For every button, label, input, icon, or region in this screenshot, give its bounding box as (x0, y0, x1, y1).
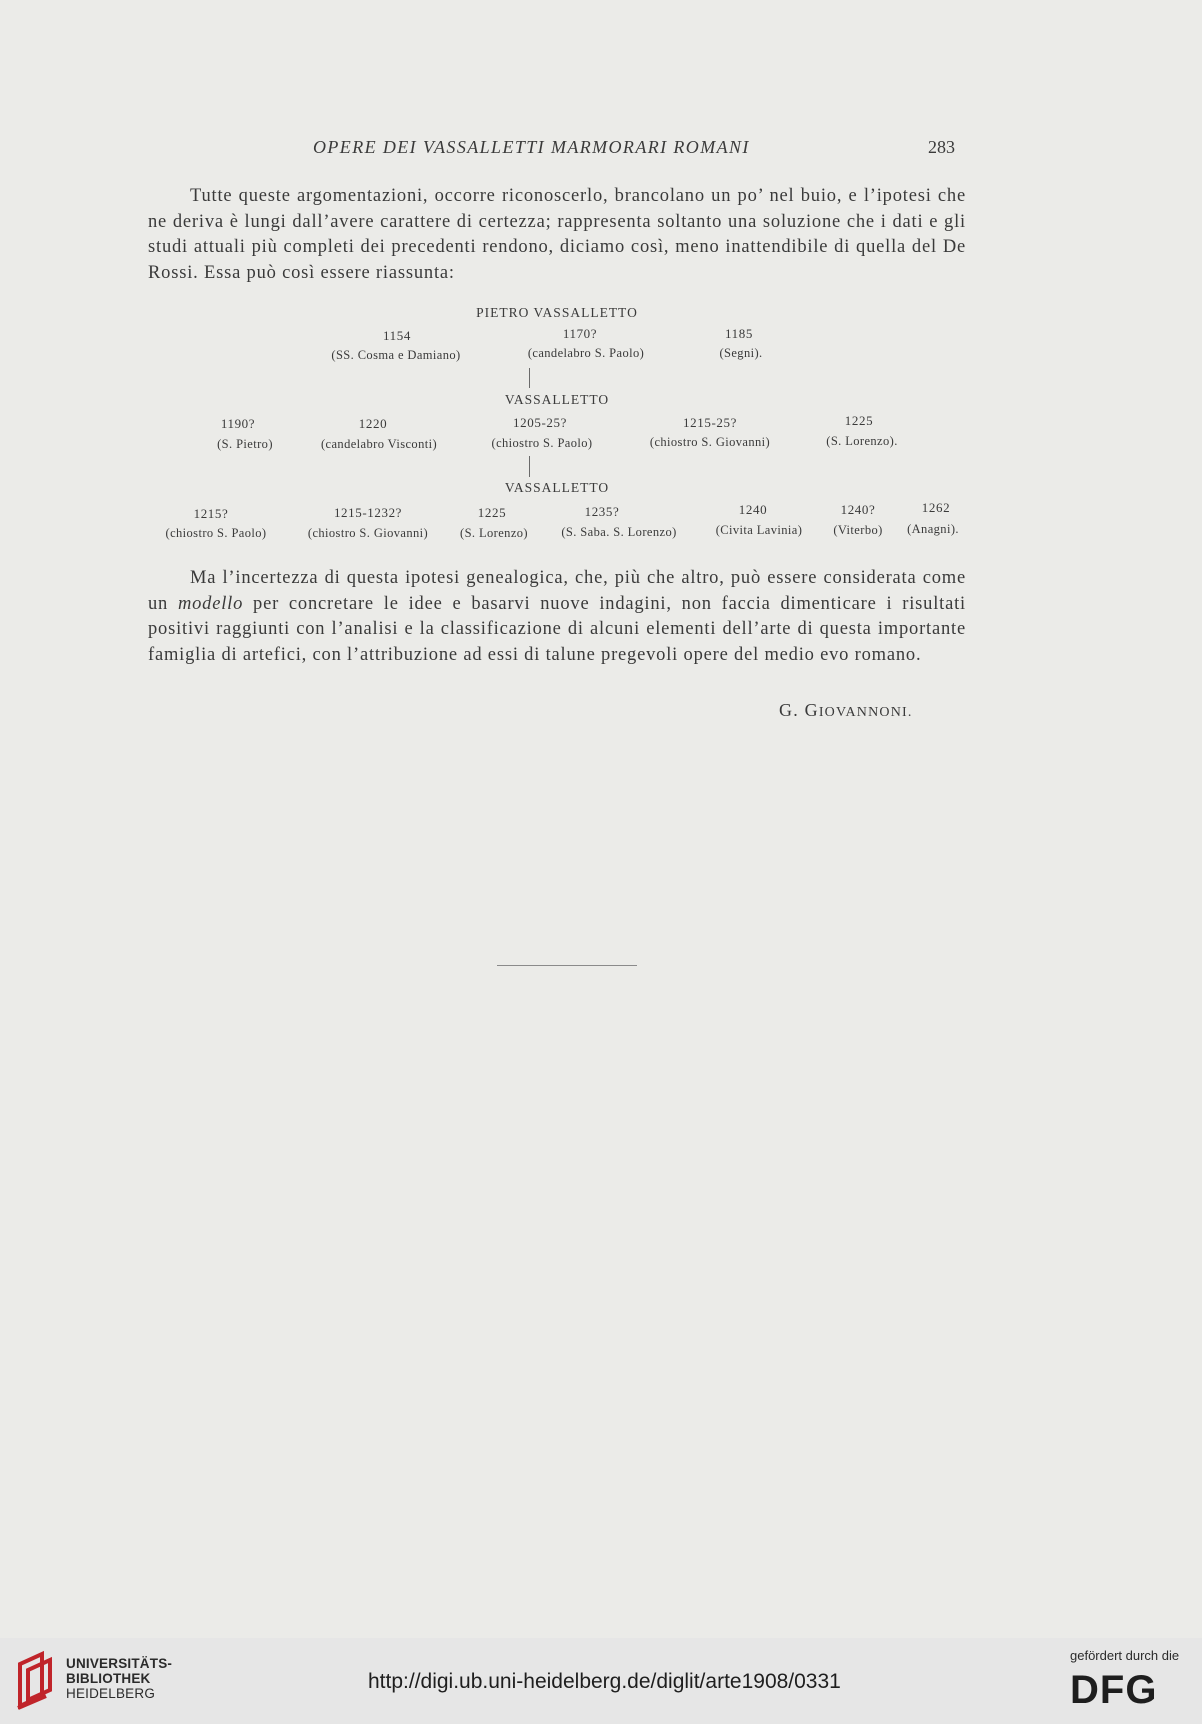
page-number: 283 (928, 137, 955, 157)
funding-label: gefördert durch die (1070, 1648, 1180, 1663)
gen2-place: (S. Lorenzo). (826, 434, 898, 448)
gen3-year: 1262 (921, 500, 951, 515)
gen2-place: (candelabro Visconti) (320, 437, 438, 451)
library-line: UNIVERSITÄTS- (66, 1656, 173, 1671)
gen3-year: 1215-1232? (333, 505, 403, 520)
gen1-name: PIETRO VASSALLETTO (476, 305, 638, 320)
gen1-year: 1185 (725, 326, 753, 341)
paragraph-intro: Tutte queste argomentazioni, occorre riconoscerlo, brancolano un po’ nel buio, e l’ipotesi che ne deriva è lungi dall’avere carattere di certezza; rappresenta soltanto una soluzione che i dati e gli studi attuali più completi dei precedenti rendono, diciamo così, meno inattendibile di quella del De Rossi. Essa può così essere riassunta: (148, 186, 966, 283)
gen2-year: 1220 (358, 416, 388, 431)
dfg-logo: DFG (1070, 1668, 1158, 1712)
gen3-place: (Civita Lavinia) (715, 523, 803, 537)
gen1-place: (Segni). (719, 346, 763, 360)
author-signature (779, 700, 913, 721)
gen3-place: (Viterbo) (833, 523, 883, 537)
signature-initial: G. G (779, 700, 819, 720)
gen1-place: (candelabro S. Paolo) (527, 346, 645, 360)
paragraph-text: Ma l’incertezza di questa ipotesi genealogica, che, più che altro, può essere considerata come un (148, 568, 966, 614)
library-logo-icon (12, 1650, 72, 1712)
end-divider (497, 965, 637, 966)
gen3-place: (chiostro S. Paolo) (165, 526, 267, 540)
gen3-year: 1215? (193, 506, 229, 521)
gen1-place: (SS. Cosma e Damiano) (331, 348, 461, 362)
source-url-link[interactable]: http://digi.ub.uni-heidelberg.de/diglit/arte1908/0331 (368, 1670, 841, 1693)
gen3-name: VASSALLETTO (504, 480, 610, 495)
gen3-place: (chiostro S. Giovanni) (307, 526, 429, 540)
gen3-place: (S. Saba. S. Lorenzo) (561, 525, 677, 539)
gen1-year: 1170? (562, 326, 598, 341)
footer-bar (0, 1638, 1202, 1724)
library-line: BIBLIOTHEK (66, 1671, 151, 1686)
gen2-year: 1215-25? (683, 415, 737, 430)
library-line: HEIDELBERG (66, 1686, 156, 1701)
gen1-year: 1154 (383, 328, 411, 343)
running-title: OPERE DEI VASSALLETTI MARMORARI ROMANI (313, 137, 750, 157)
gen2-year: 1225 (844, 413, 874, 428)
gen3-place: (S. Lorenzo) (460, 526, 528, 540)
gen2-year: 1190? (220, 416, 256, 431)
library-name (66, 1656, 172, 1701)
gen3-place: (Anagni). (907, 522, 959, 536)
gen3-year: 1225 (477, 505, 507, 520)
gen2-year: 1205-25? (513, 415, 567, 430)
signature-rest: IOVANNONI. (818, 705, 913, 720)
gen3-year: 1240 (738, 502, 768, 517)
tree-connector (529, 368, 530, 388)
gen2-place: (S. Pietro) (217, 437, 273, 451)
gen3-year: 1240? (840, 502, 876, 517)
gen2-place: (chiostro S. Paolo) (491, 436, 593, 450)
emphasis-modello: modello (177, 593, 244, 614)
gen2-place: (chiostro S. Giovanni) (649, 435, 771, 449)
gen3-year: 1235? (584, 504, 620, 519)
gen2-name: VASSALLETTO (504, 392, 610, 407)
paragraph-conclusion (148, 566, 966, 668)
tree-connector (529, 456, 530, 477)
paragraph-text: per concretare le idee e basarvi nuove indagini, non faccia dimenticare i risultati positivi raggiunti con l’analisi e la classificazione di alcuni elementi dell’arte di questa importante famiglia di artefici, con l’attribuzione ad essi di talune pregevoli opere del medio evo romano. (148, 593, 966, 665)
